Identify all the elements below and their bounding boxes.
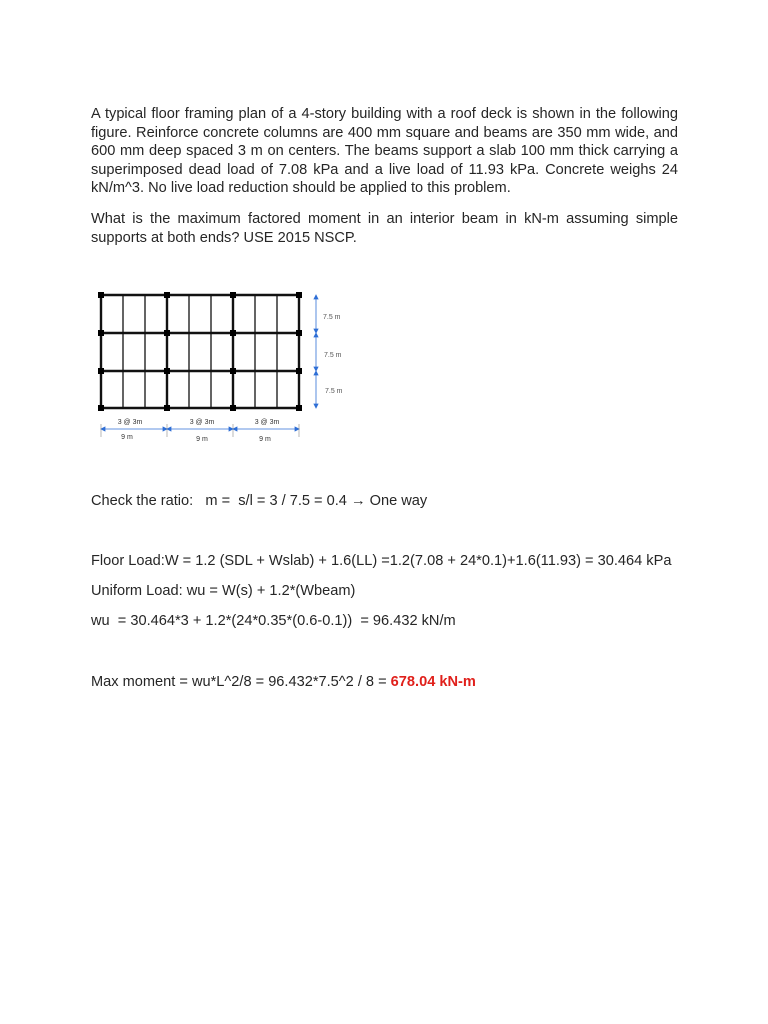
dimension-arrow	[314, 333, 318, 337]
column-marker	[296, 405, 302, 411]
bay-spacing-label-1: 3 @ 3m	[117, 419, 143, 426]
dimension-arrow	[295, 427, 299, 431]
column-marker	[296, 330, 302, 336]
max-moment-expression: Max moment = wu*L^2/8 = 96.432*7.5^2 / 8 =	[91, 674, 391, 690]
dimension-arrow	[233, 427, 237, 431]
column-marker	[164, 405, 170, 411]
bay-length-label-3: 9 m	[259, 436, 271, 443]
column-marker	[296, 368, 302, 374]
column-marker	[98, 330, 104, 336]
column-marker	[98, 292, 104, 298]
dimension-arrow	[314, 371, 318, 375]
framing-plan-svg	[90, 285, 343, 445]
floor-load-line: Floor Load:W = 1.2 (SDL + Wslab) + 1.6(LL) =1.2(7.08 + 24*0.1)+1.6(11.93) = 30.464 kPa	[91, 553, 672, 569]
ratio-check-line: Check the ratio: m = s/l = 3 / 7.5 = 0.4 → One way	[91, 493, 428, 509]
beams	[123, 295, 277, 408]
max-moment-answer: 678.04 kN-m	[390, 674, 476, 690]
girders	[101, 295, 299, 408]
bay-spacing-label-3: 3 @ 3m	[254, 419, 280, 426]
wu-calculation-line: wu = 30.464*3 + 1.2*(24*0.35*(0.6-0.1)) = 96.432 kN/m	[91, 613, 456, 629]
bay-spacing-label-2: 3 @ 3m	[189, 419, 215, 426]
column-lines	[101, 295, 299, 408]
dimension-arrow	[167, 427, 171, 431]
span-labels	[323, 314, 343, 395]
bay-length-label-2: 9 m	[196, 436, 208, 443]
dimension-arrow	[314, 404, 318, 408]
column-marker	[164, 330, 170, 336]
column-marker	[230, 292, 236, 298]
span-label-1: 7.5 m	[323, 314, 341, 321]
column-marker	[164, 292, 170, 298]
column-marker	[230, 405, 236, 411]
column-marker	[296, 292, 302, 298]
dimension-arrow	[101, 427, 105, 431]
problem-statement: A typical floor framing plan of a 4-story building with a roof deck is shown in the following figure. Reinforce concrete columns are 400 mm square and beams are 350 mm wide, and 600 mm deep spaced 3 m on centers. The beams support a slab 100 mm thick carrying a superimposed dead load of 7.08 kPa and a live load of 11.93 kPa. Concrete weighs 24 kN/m^3. No live load reduction should be applied to this problem.	[91, 106, 678, 197]
column-marker	[98, 405, 104, 411]
span-label-3: 7.5 m	[325, 388, 343, 395]
dimension-arrow	[314, 295, 318, 299]
column-marker	[230, 368, 236, 374]
horizontal-dimension	[101, 427, 299, 431]
column-marker	[230, 330, 236, 336]
uniform-load-line: Uniform Load: wu = W(s) + 1.2*(Wbeam)	[91, 583, 356, 599]
column-marker	[164, 368, 170, 374]
column-marker	[98, 368, 104, 374]
floor-framing-plan	[90, 285, 343, 450]
span-label-2: 7.5 m	[324, 352, 342, 359]
columns	[98, 292, 302, 411]
problem-question: What is the maximum factored moment in an interior beam in kN-m assuming simple supports at both ends? USE 2015 NSCP.	[91, 211, 678, 246]
max-moment-line	[91, 673, 476, 691]
vertical-dimension	[314, 295, 318, 408]
bay-length-label-1: 9 m	[121, 434, 133, 441]
bay-labels	[118, 419, 280, 443]
